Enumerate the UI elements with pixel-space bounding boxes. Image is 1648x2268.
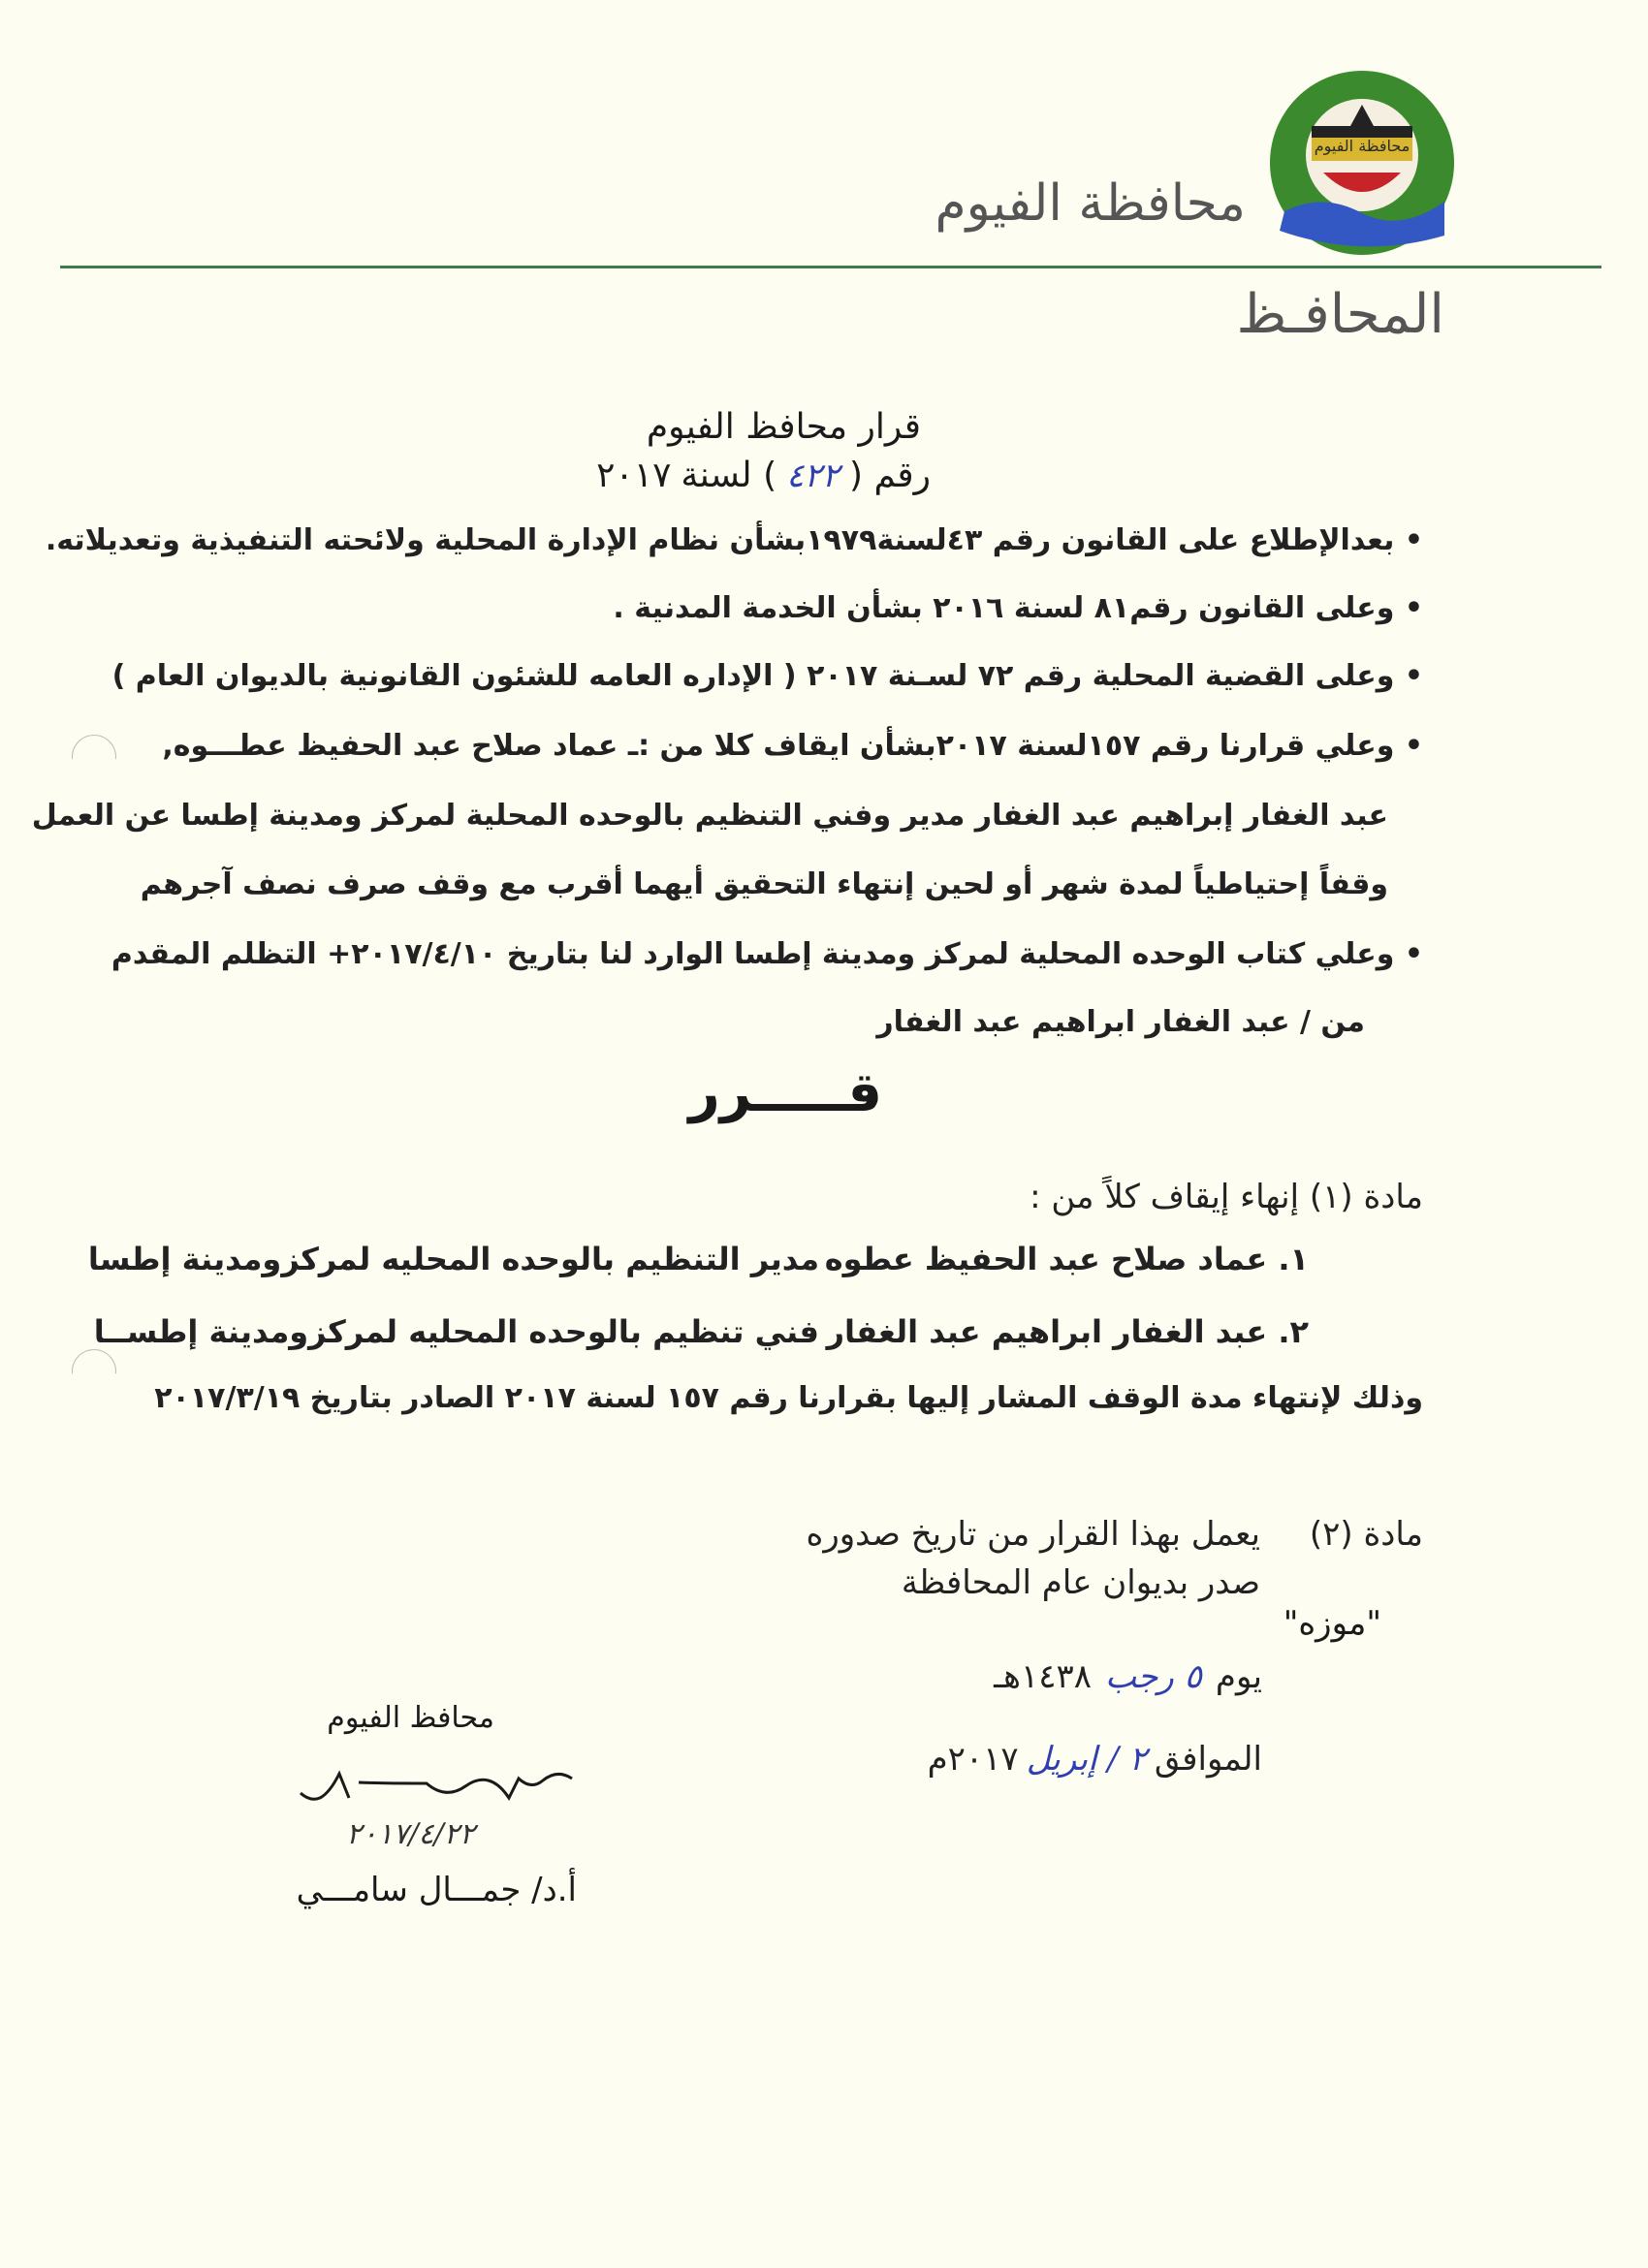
preamble-line: من / عبد الغفار ابراهيم عبد الغفار [876,1005,1365,1039]
number-prefix: رقم ( [848,456,931,495]
office-title: المحافـظ [1236,283,1444,346]
decision-title: قرار محافظ الفيوم [646,407,921,447]
preamble-line: • وعلي قرارنا رقم ١٥٧لسنة ٢٠١٧بشأن ايقاف كلا من :ـ عماد صلاح عبد الحفيظ عطـــوه, [162,729,1423,763]
svg-text:محافظة الفيوم: محافظة الفيوم [1314,137,1410,155]
day-label: يوم [1215,1657,1262,1696]
punch-hole [72,1349,116,1394]
article-1-item-role: فني تنظيم بالوحده المحليه لمركزومدينة إطســا [93,1313,819,1350]
article-2-text: يعمل بهذا القرار من تاريخ صدوره [806,1515,1260,1554]
decision-year: ٢٠١٧ [596,456,672,495]
gregorian-day-month: ٢ / إبريل [1026,1740,1147,1779]
header-divider [60,266,1601,268]
preamble-line: • بعدالإطلاع على القانون رقم ٤٣لسنة١٩٧٩بشأن نظام الإدارة المحلية ولائحته التنفيذية وتعديلاته. [46,523,1423,557]
moza-mark: "موزه" [1283,1604,1381,1643]
decision-number-line [596,456,931,495]
article-1-item-name: ٢. عبد الغفار ابراهيم عبد الغفار [826,1313,1309,1350]
signature-date: ٢٠١٧/٤/٢٢ [345,1817,475,1851]
preamble-line: • وعلى القضية المحلية رقم ٧٢ لسـنة ٢٠١٧ ( الإداره العامه للشئون القانونية بالديوان العام ) [112,659,1423,693]
article-1-closing: وذلك لإنتهاء مدة الوقف المشار إليها بقرارنا رقم ١٥٧ لسنة ٢٠١٧ الصادر بتاريخ ٢٠١٧/٣/١٩ [154,1381,1423,1415]
article-1-item-name: ١. عماد صلاح عبد الحفيظ عطوه [824,1241,1309,1277]
preamble-line: عبد الغفار إبراهيم عبد الغفار مدير وفني التنظيم بالوحده المحلية لمركز ومدينة إطسا عن العمل [31,799,1388,833]
article-1-heading: مادة (١) إنهاء إيقاف كلاً من : [1030,1178,1423,1216]
issued-at: صدر بديوان عام المحافظة [901,1563,1260,1602]
hijri-date [994,1657,1262,1696]
governorate-name: محافظة الفيوم [935,174,1246,233]
preamble-line: • وعلي كتاب الوحده المحلية لمركز ومدينة إطسا الوارد لنا بتاريخ ٢٠١٧/٤/١٠+ التظلم المقدم [111,937,1423,971]
article-2-heading: مادة (٢) [1309,1515,1423,1554]
preamble-line: وقفاً إحتياطياً لمدة شهر أو لحين إنتهاء التحقيق أيهما أقرب مع وقف صرف نصف آجرهم [140,867,1388,901]
punch-hole [72,735,116,779]
decision-number: ٤٢٢ [786,456,840,495]
number-suffix: ) لسنة [681,456,777,495]
preamble-line: • وعلى القانون رقم٨١ لسنة ٢٠١٦ بشأن الخدمة المدنية . [613,591,1423,625]
hijri-day-month: ٥ رجب [1105,1657,1202,1696]
signatory-title: محافظ الفيوم [327,1701,494,1735]
signature-mark [281,1740,582,1827]
gregorian-year: ٢٠١٧م [927,1740,1019,1779]
governorate-logo [1265,66,1459,260]
decree-heading: قـــــرر [688,1061,882,1124]
hijri-year: ١٤٣٨هـ [994,1657,1093,1696]
gregorian-date [928,1740,1262,1779]
article-1-item-role: مدير التنظيم بالوحده المحليه لمركزومدينة إطسا [87,1241,819,1277]
gregorian-label: الموافق [1154,1740,1262,1779]
signatory-name: أ.د/ جمـــال سامـــي [296,1871,577,1909]
